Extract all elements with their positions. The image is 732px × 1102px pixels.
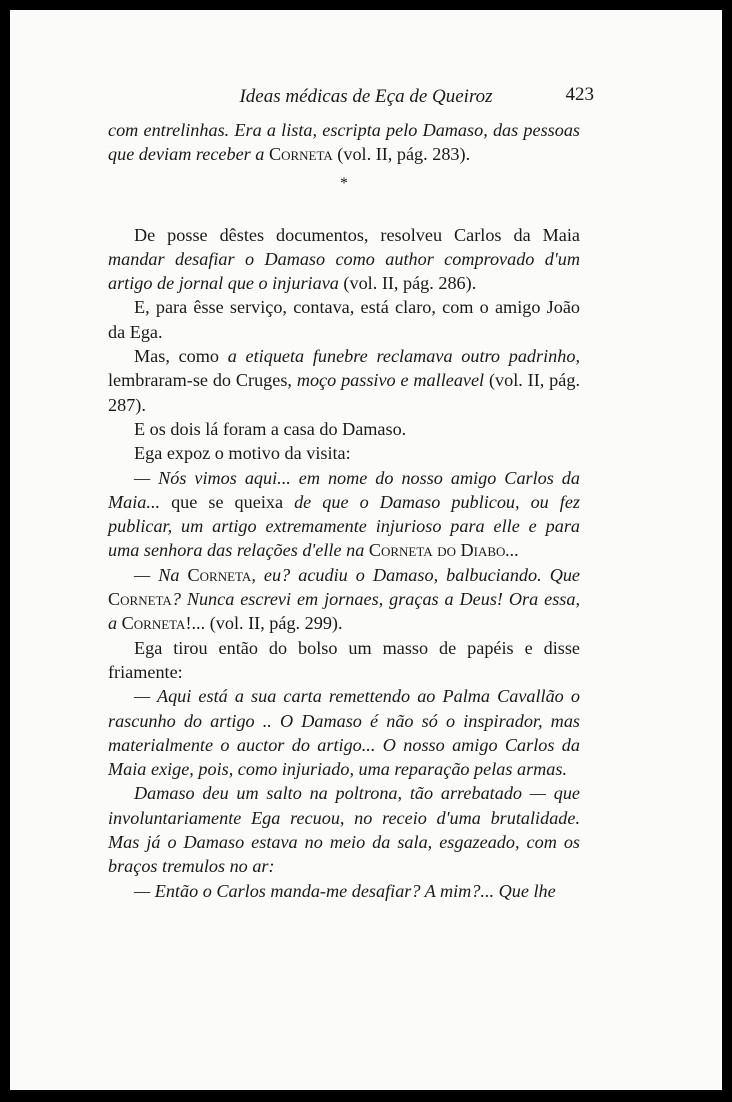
- book-page: [10, 10, 722, 1090]
- paragraph-9: Ega tirou então do bolso um masso de papéis e disse friamente:: [108, 637, 580, 682]
- section-separator: *: [340, 174, 348, 192]
- paragraph-1: [108, 118, 580, 167]
- running-title: Ideas médicas de Eça de Queiroz: [239, 86, 493, 107]
- paragraph-8: — Na Corneta, eu? acudiu o Damaso, balbuciando. Que Corneta? Nunca escrevi em jornaes, graças a Deus! Ora essa, a Corneta!... (vol. II, pág. 299).: [108, 564, 580, 634]
- paragraph-6: Ega expoz o motivo da visita:: [134, 443, 351, 464]
- paragraph-4: Mas, como a etiqueta funebre reclamava outro padrinho, lembraram-se do Cruges, moço passivo e malleavel (vol. II, pág. 287).: [108, 346, 580, 415]
- paragraph-2: De posse dêstes documentos, resolveu Carlos da Maia mandar desafiar o Damaso como author comprovado d'um artigo de jornal que o injuriava (vol. II, pág. 286).: [108, 224, 580, 294]
- small-caps-text: Corneta: [268, 144, 333, 165]
- page-number: 423: [565, 84, 594, 105]
- italic-text: com entrelinhas. Era a lista, escripta pelo Damaso, das pessoas que deviam receber a: [108, 120, 580, 165]
- paragraph-3: E, para êsse serviço, contava, está claro, com o amigo João da Ega.: [108, 297, 580, 342]
- citation: (vol. II, pág. 283).: [332, 144, 471, 165]
- page-header: [10, 82, 722, 112]
- paragraph-11: Damaso deu um salto na poltrona, tão arrebatado — que involuntariamente Ega recuou, no receio d'uma brutalidade. Mas já o Damaso estava no meio da sala, esgazeado, com os braços tremulos no ar:: [108, 783, 580, 877]
- paragraph-12: — Então o Carlos manda-me desafiar? A mim?... Que lhe: [134, 880, 556, 901]
- paragraph-7: — Nós vimos aqui... em nome do nosso amigo Carlos da Maia... que se queixa de que o Damaso publicou, ou fez publicar, um artigo extremamente injurioso para elle e para uma senhora das relações d'elle na Corneta do Diabo...: [108, 467, 581, 561]
- paragraph-5: E os dois lá foram a casa do Damaso.: [134, 418, 407, 439]
- paragraph-10: — Aqui está a sua carta remettendo ao Palma Cavallão o rascunho do artigo .. O Damaso é não só o inspirador, mas materialmente o auctor do artigo... O nosso amigo Carlos da Maia exige, pois, como injuriado, uma reparação pelas armas.: [108, 686, 580, 780]
- page-body: [108, 118, 580, 903]
